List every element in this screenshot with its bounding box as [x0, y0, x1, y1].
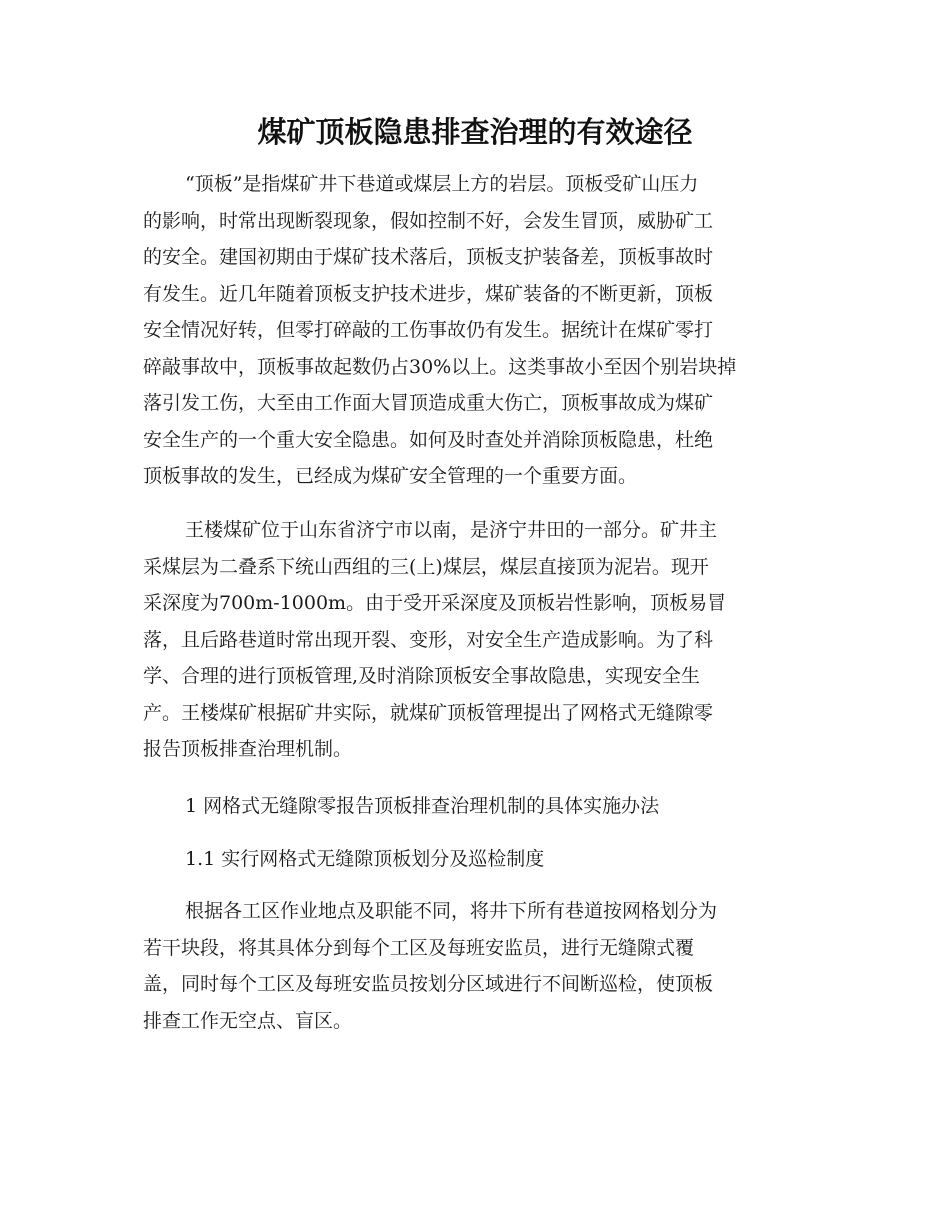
- document-title: 煤矿顶板隐患排查治理的有效途径: [257, 115, 693, 149]
- paragraph-line: 王楼煤矿位于山东省济宁市以南，是济宁井田的一部分。矿井主: [185, 519, 718, 541]
- paragraph-line: “顶板”是指煤矿井下巷道或煤层上方的岩层。顶板受矿山压力: [185, 173, 699, 195]
- section-heading-1-1: [143, 841, 807, 878]
- paragraph-line: 报告顶板排查治理机制。: [143, 738, 353, 760]
- paragraph-line: 盖，同时每个工区及每班安监员按划分区域进行不间断巡检，使顶板: [143, 973, 714, 995]
- paragraph-line: 采深度为700m-1000m。由于受开采深度及顶板岩性影响，顶板易冒: [143, 592, 727, 614]
- paragraph-line: 排查工作无空点、盲区。: [143, 1009, 353, 1032]
- heading-line: 1 网格式无缝隙零报告顶板排查治理机制的具体实施办法: [185, 795, 660, 817]
- paragraph-line: 的安全。建国初期由于煤矿技术落后，顶板支护装备差，顶板事故时: [143, 246, 714, 268]
- paragraph-line: 若干块段，将其具体分到每个工区及每班安监员，进行无缝隙式覆: [143, 936, 695, 959]
- paragraph-grid-division: [143, 893, 807, 1039]
- paragraph-line: 落，且后路巷道时常出现开裂、变形，对安全生产造成影响。为了科: [143, 628, 714, 651]
- paragraph-line: 顶板事故的发生，已经成为煤矿安全管理的一个重要方面。: [143, 465, 638, 487]
- paragraph-line: 落引发工伤，大至由工作面大冒顶造成重大伤亡，顶板事故成为煤矿: [143, 392, 714, 414]
- paragraph-intro: [143, 166, 807, 495]
- paragraph-line: 碎敲事故中，顶板事故起数仍占30%以上。这类事故小至因个别岩块掉: [143, 355, 737, 378]
- paragraph-line: 有发生。近几年随着顶板支护技术进步，煤矿装备的不断更新，顶板: [143, 282, 714, 305]
- paragraph-line: 产。王楼煤矿根据矿井实际，就煤矿顶板管理提出了网格式无缝隙零: [143, 701, 714, 724]
- paragraph-line: 安全情况好转，但零打碎敲的工伤事故仍有发生。据统计在煤矿零打: [143, 319, 714, 341]
- heading-line: 1.1 实行网格式无缝隙顶板划分及巡检制度: [185, 848, 545, 870]
- paragraph-line: 安全生产的一个重大安全隐患。如何及时查处并消除顶板隐患，杜绝: [143, 428, 714, 451]
- paragraph-wanglou: [143, 512, 807, 768]
- paragraph-line: 根据各工区作业地点及职能不同，将井下所有巷道按网格划分为: [185, 900, 718, 922]
- paragraph-line: 学、合理的进行顶板管理,及时消除顶板安全事故隐患，实现安全生: [143, 665, 701, 687]
- section-heading-1: [143, 788, 807, 825]
- paragraph-line: 采煤层为二叠系下统山西组的三(上)煤层，煤层直接顶为泥岩。现开: [143, 555, 709, 578]
- paragraph-line: 的影响，时常出现断裂现象，假如控制不好，会发生冒顶，威胁矿工: [143, 209, 714, 232]
